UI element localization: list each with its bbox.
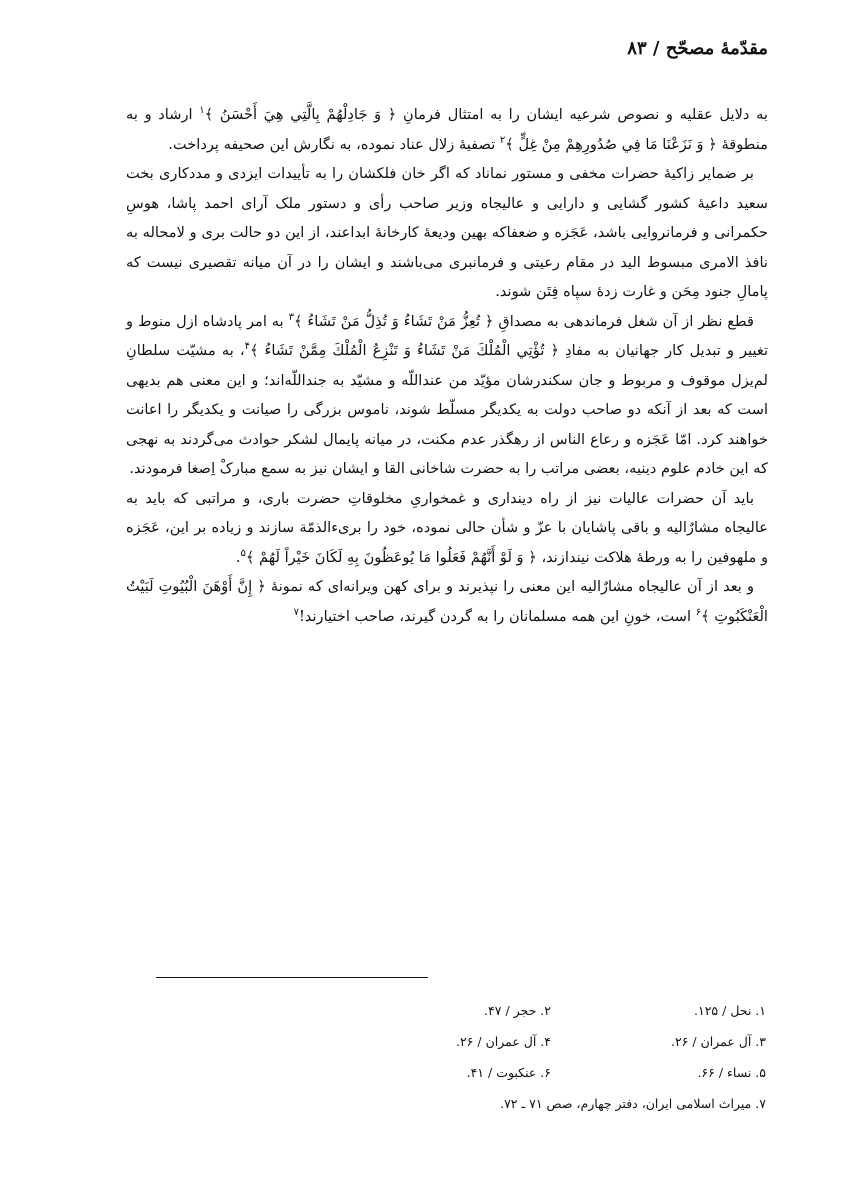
text-segment: باید آن حضرات عالیات نیز از راه دینداری و غمخواریِ مخلوقاتِ حضرت باری، و مراتبی که باید به عالیجاه مشارٌالیه و باقی پاشایان با عزّ و شأن حالی نموده، خود را بریءالذمّة سازند و زیاده بر این، عَجَزه و ملهوفین را به ورطهٔ هلاکت نیندازند، <box>126 489 768 566</box>
footnote-item: ۵. نساء / ۶۶. <box>697 1065 766 1080</box>
quran-verse: ﴿ وَ جَادِلْهُمْ بِالَّتِي هِيَ أَحْسَنُ ﴾ <box>204 106 397 123</box>
text-segment: به امر پادشاه ازل منوط و تغییر و تبدیل کار جهانیان به مفادِ <box>126 312 769 359</box>
footnote-row <box>336 1026 766 1057</box>
quran-verse: ﴿ إِنَّ أَوْهَنَ الْبُيُوتِ لَبَيْتُ الْعَنْكَبُوتِ ﴾ <box>126 578 768 625</box>
paragraph-2: بر ضمایر زاکیهٔ حضرات مخفی و مستور نماناد که اگر خان فلکشان را به تأییدات ایزدی و مددکاری بخت سعید داعیهٔ کشور گشایی و دارایی و عالیجاه وزیر صاحب رأی و دستور ملک آرای احمد پاشا، هوسِ حکمرانی و فرمانروایی باشد، عَجَزه و ضعفاکه بهین ودیعهٔ کارخانهٔ ابداعند، از این دو حالت بری و لامحاله به نافذ الامری مبسوط الید در مقام رعیتی و فرمانبری می‌باشند و ایشان را در آن میانه تقصیری نیست که پامالِ جنود مِحَن و غارت زدهٔ سپاه فِتَن شوند. <box>126 165 768 300</box>
footnote-item: ۳. آل عمران / ۲۶. <box>670 1034 766 1049</box>
footnote-divider <box>156 977 428 978</box>
page-header: مقدّمهٔ مصحّح / ۸۳ <box>627 38 768 59</box>
quran-verse: ﴿ وَ نَزَعْنَا مَا فِي صُدُورِهِمْ مِنْ غِلٍّ ﴾ <box>505 135 717 153</box>
footnote-ref: ۷ <box>293 606 299 618</box>
footnotes <box>336 995 766 1119</box>
quran-verse: ﴿ تُؤْتِي الْمُلْكَ مَنْ تَشَاءُ وَ تَنْزِعُ الْمُلْكَ مِمَّنْ تَشَاءُ ﴾ <box>249 342 559 359</box>
footnote-item: ۲. حجر / ۴۷. <box>484 1003 551 1018</box>
paragraph-4 <box>126 484 768 573</box>
paragraph-3 <box>126 307 768 484</box>
text-segment: به دلایل عقلیه و نصوص شرعیه ایشان را به امتثال فرمانِ <box>403 106 768 123</box>
paragraph-1 <box>126 100 768 159</box>
body-text <box>126 100 768 631</box>
footnote-item: ۷. میراث اسلامی ایران، دفتر چهارم، صص ۷۱ ـ ۷۲. <box>500 1096 766 1111</box>
footnote-ref: ۲ <box>499 134 506 146</box>
text-segment: است، خونِ این همه مسلمانان را به گردن گیرند، صاحب اختیارند! <box>298 607 692 625</box>
footnote-item: ۶. عنکبوت / ۴۱. <box>466 1065 551 1080</box>
footnote-item: ۱. نحل / ۱۲۵. <box>694 1003 766 1018</box>
footnote-ref: ۱ <box>199 105 205 117</box>
footnote-ref: ۶ <box>695 606 702 618</box>
text-segment: قطع نظر از آن شغل فرماندهی به مصداقِ <box>498 312 754 330</box>
footnote-row <box>336 995 766 1026</box>
text-segment: ، به مشیّت سلطانِ لم‌یزل موقوف و مربوط و جان سکندرشان مؤیّد من عنداللّه و مشیّد به جنداللّه‌اند؛ و این معنی هم بدیهی است که بعد از آنکه دو صاحب دولت به یکدیگر مسلّط شوند، ناموس بزرگی را صیانت و یکدیگر را اعانت خواهند کرد. امّا عَجَزه و رعاع الناس از رهگذر عدم مکنت، در میانه پایمال لشکر حوادث می‌گردند به نهجی که این خادم علوم دینیه، بعضی مراتب را به حضرت شاخانی القا و ایشان نیز به سمع مبارکْ اِصغا فرمودند. <box>126 342 768 477</box>
text-segment: تصفیهٔ زلال عناد نموده، به نگارش این صحیفه پرداخت. <box>168 135 496 153</box>
footnote-row <box>336 1057 766 1088</box>
footnote-item: ۴. آل عمران / ۲۶. <box>455 1034 551 1049</box>
footnote-ref: ۵ <box>240 547 246 559</box>
footnote-ref: ۴ <box>244 341 250 353</box>
text-segment: و بعد از آن عالیجاه مشارٌالیه این معنی را نپذیرند و برای کهن ویرانه‌ای که نمونهٔ <box>270 578 755 595</box>
quran-verse: ﴿ وَ لَوْ أَنَّهُمْ فَعَلُوا مَا يُوعَظُونَ بِهِ لَكَانَ خَيْراً لَهُمْ ﴾ <box>245 548 537 566</box>
text-segment: ارشاد و به منطوقهٔ <box>126 106 768 153</box>
paragraph-5 <box>126 572 768 631</box>
footnote-ref: ۳ <box>288 311 294 323</box>
quran-verse: ﴿ تُعِزُّ مَنْ تَشَاءُ وَ تُذِلُّ مَنْ تَشَاءُ ﴾ <box>293 312 494 330</box>
text-segment: . <box>235 548 241 566</box>
